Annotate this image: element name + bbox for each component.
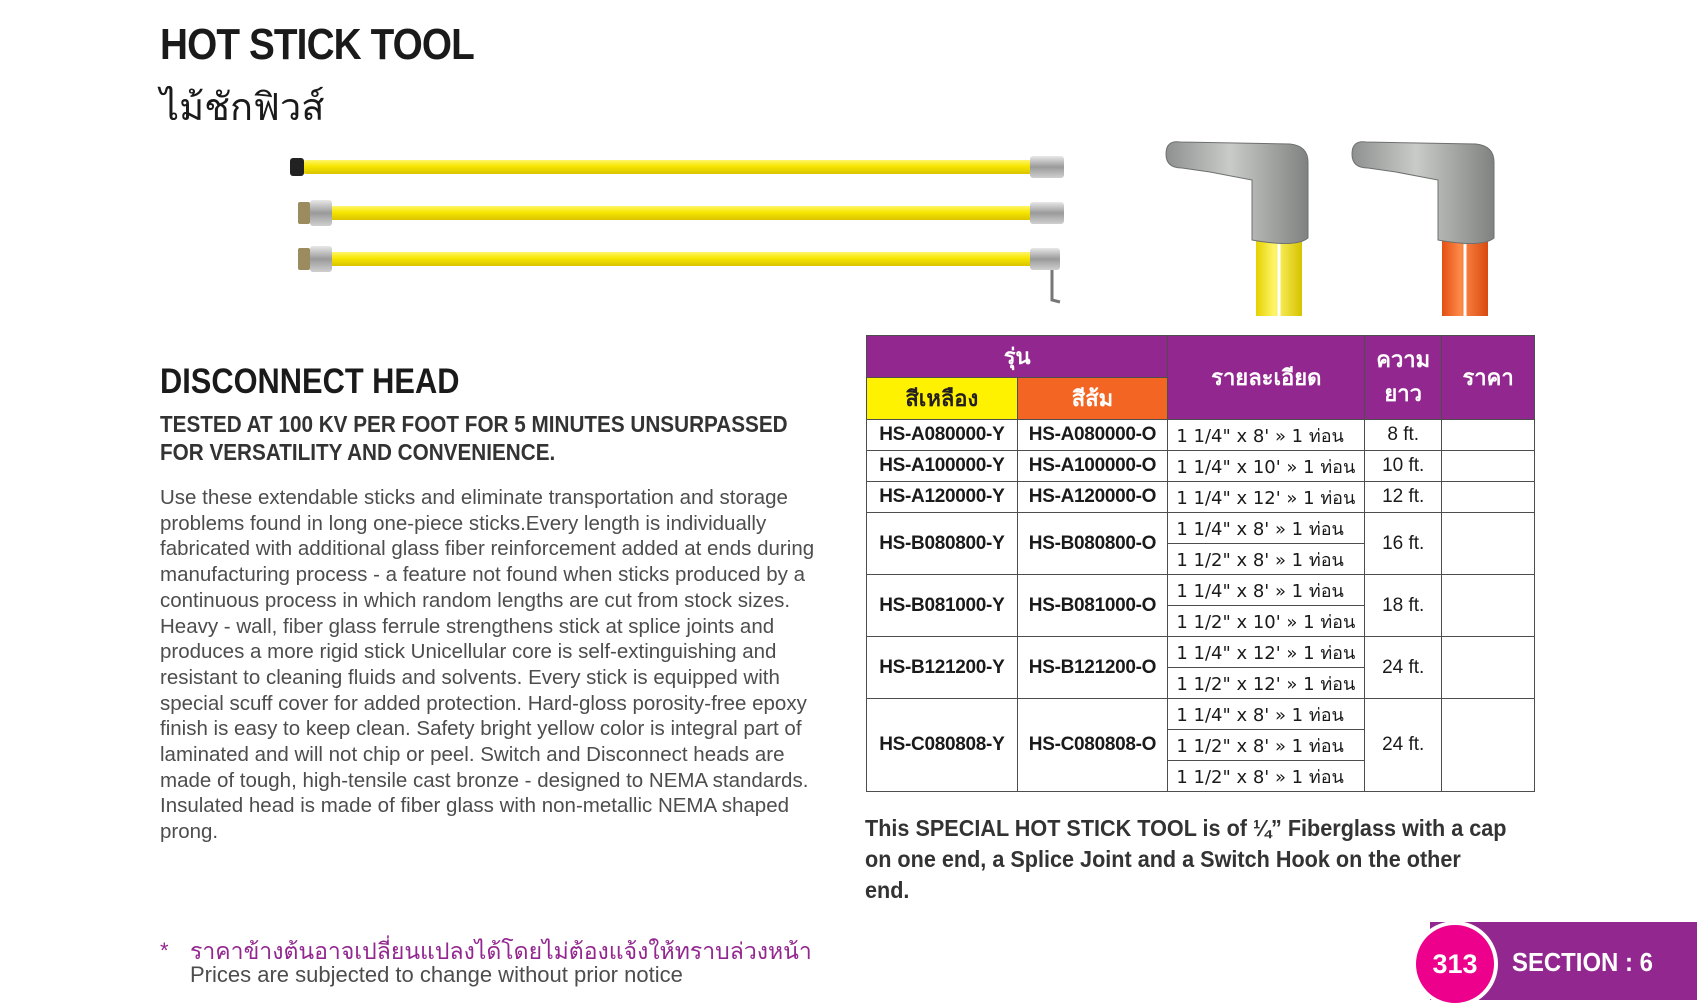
detail: 1 1/2" x 10' » 1 ท่อน [1168,606,1365,637]
detail: 1 1/4" x 12' » 1 ท่อน [1168,482,1365,513]
price [1442,699,1535,792]
length: 10 ft. [1365,451,1442,482]
header-detail: รายละเอียด [1168,336,1365,420]
page-number: 313 [1432,948,1478,979]
header-model: รุ่น [867,336,1168,378]
detail: 1 1/2" x 8' » 1 ท่อน [1168,730,1365,761]
model-yellow: HS-C080808-Y [867,699,1018,792]
model-orange: HS-B080800-O [1017,513,1168,575]
product-description: Use these extendable sticks and eliminate transportation and storage problems found in long one-piece sticks.Every length is individually fabricated with additional glass fiber reinforcement added at ends during manufacturing process - a feature not found when sticks produced by a continuous process in which random lengths are cut from stock sizes. Heavy - wall, fiber glass ferrule strengthens stick at splice joints and produces a more rigid stick Unicellular core is self-extinguishing and resistant to cleaning fluids and solvents. Every stick is equipped with special scuff cover for added protection. Hard-gloss porosity-free epoxy finish is easy to keep clean. Safety bright yellow color is integral part of laminated and will not chip or peel. Switch and Disconnect heads are made of tough, high-tensile cast bronze - designed to NEMA standards. Insulated head is made of fiber glass with non-metallic NEMA shaped prong. [160,486,815,844]
model-orange: HS-A080000-O [1017,420,1168,451]
table-row [867,513,1535,544]
model-orange: HS-B081000-O [1017,575,1168,637]
model-yellow: HS-B081000-Y [867,575,1018,637]
footnote-asterisk: * [160,938,169,963]
model-yellow: HS-B080800-Y [867,513,1018,575]
detail: 1 1/4" x 8' » 1 ท่อน [1168,420,1365,451]
stick-with-switch-hook [298,246,1060,302]
section-label: SECTION : 6 [1512,947,1653,977]
header-length [1365,336,1442,420]
detail: 1 1/2" x 8' » 1 ท่อน [1168,544,1365,575]
table-row [867,482,1535,513]
special-tool-note: This SPECIAL HOT STICK TOOL is of ¼” Fiberglass with a cap on one end, a Splice Joint and a Switch Hook on the other end. [865,815,1507,903]
detail: 1 1/4" x 8' » 1 ท่อน [1168,699,1365,730]
model-orange: HS-C080808-O [1017,699,1168,792]
model-yellow: HS-A120000-Y [867,482,1018,513]
length: 24 ft. [1365,637,1442,699]
price [1442,482,1535,513]
header-length-line1: ความ [1376,347,1431,373]
price-note-thai: ราคาข้างต้นอาจเปลี่ยนแปลงได้โดยไม่ต้องแจ้งให้ทราบล่วงหน้า [190,939,812,965]
length: 24 ft. [1365,699,1442,792]
table-row [867,575,1535,606]
price-note-english: Prices are subjected to change without prior notice [190,962,683,987]
length: 12 ft. [1365,482,1442,513]
model-yellow: HS-A080000-Y [867,420,1018,451]
price [1442,513,1535,575]
detail: 1 1/4" x 8' » 1 ท่อน [1168,513,1365,544]
model-orange: HS-A120000-O [1017,482,1168,513]
product-spec-table [866,335,1535,792]
detail: 1 1/4" x 12' » 1 ท่อน [1168,637,1365,668]
table-row [867,699,1535,730]
tested-statement: TESTED AT 100 KV PER FOOT FOR 5 MINUTES UNSURPASSED FOR VERSATILITY AND CONVENIENCE. [160,411,788,465]
page-title: HOT STICK TOOL [160,20,474,69]
header-length-line2: ยาว [1384,381,1423,407]
detail: 1 1/2" x 12' » 1 ท่อน [1168,668,1365,699]
disconnect-head-orange [1352,142,1494,316]
detail: 1 1/4" x 8' » 1 ท่อน [1168,575,1365,606]
length: 16 ft. [1365,513,1442,575]
stick-with-cap [290,156,1064,178]
price [1442,637,1535,699]
stick-with-splice-joint [298,200,1064,226]
model-orange: HS-A100000-O [1017,451,1168,482]
table-row [867,637,1535,668]
page-number-badge [1412,921,1498,1006]
detail: 1 1/2" x 8' » 1 ท่อน [1168,761,1365,792]
table-row [867,420,1535,451]
model-orange: HS-B121200-O [1017,637,1168,699]
product-image-hot-sticks [290,140,1550,320]
length: 8 ft. [1365,420,1442,451]
section-heading: DISCONNECT HEAD [160,362,460,401]
model-yellow: HS-B121200-Y [867,637,1018,699]
header-orange: สีส้ม [1017,378,1168,420]
length: 18 ft. [1365,575,1442,637]
price [1442,420,1535,451]
page-subtitle-thai: ไม้ชักฟิวส์ [160,85,325,129]
header-price: ราคา [1442,336,1535,420]
price [1442,451,1535,482]
price [1442,575,1535,637]
table-row [867,451,1535,482]
header-yellow: สีเหลือง [867,378,1018,420]
detail: 1 1/4" x 10' » 1 ท่อน [1168,451,1365,482]
model-yellow: HS-A100000-Y [867,451,1018,482]
disconnect-head-yellow [1166,142,1308,316]
